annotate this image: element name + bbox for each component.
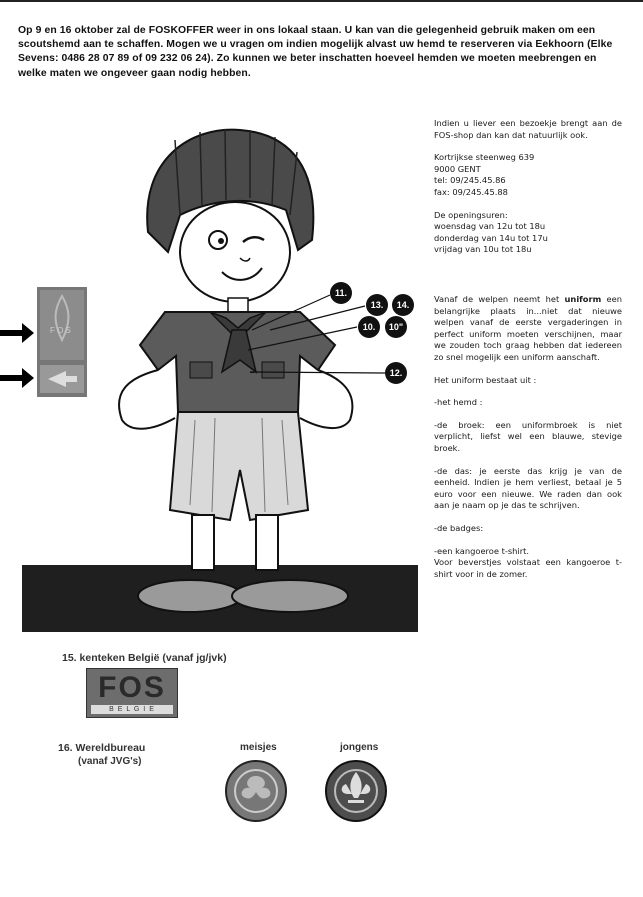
opening-hours-thu: donderdag van 14u tot 17u — [434, 232, 548, 243]
badge-letters: F O S — [50, 326, 71, 335]
uniform-item-scarf: -de das: je eerste das krijg je van de eenheid. Indien je hem verliest, betaal je 5 euro voor een nieuwe. We raden dan ook aan je naam op je das te schrijven. — [434, 465, 622, 511]
fos-lily-badge — [40, 290, 84, 360]
label-girls: meisjes — [240, 742, 277, 753]
shop-fax: fax: 09/245.45.88 — [434, 186, 508, 197]
arrow-right-icon — [0, 368, 34, 388]
shop-visit-text: Indien u liever een bezoekje brengt aan de FOS-shop dan kan dat natuurlijk ook. — [434, 118, 622, 140]
girls-world-badge — [226, 761, 286, 821]
opening-hours-wed: woensdag van 12u tot 18u — [434, 221, 546, 232]
shop-tel: tel: 09/245.45.86 — [434, 175, 506, 186]
boys-world-badge — [326, 761, 386, 821]
callout-13-label: 13. — [370, 300, 384, 310]
shop-street: Kortrijkse steenweg 639 — [434, 152, 535, 163]
fos-badge-letters: FOS — [98, 671, 166, 704]
shop-city: 9000 GENT — [434, 163, 481, 174]
right-arm — [300, 370, 352, 428]
world-badges — [218, 760, 408, 822]
right-pocket — [262, 362, 284, 378]
side-badge-strip — [37, 287, 87, 397]
uniform-consists-title: Het uniform bestaat uit : — [434, 374, 537, 385]
uniform-item-shirt: -het hemd : — [434, 397, 483, 408]
shop-address — [434, 152, 622, 198]
legend-item-16-title: 16. Wereldbureau — [58, 742, 146, 754]
opening-hours — [434, 210, 622, 256]
callout-14-label: 14. — [396, 300, 410, 310]
uniform-item-tshirt: -een kangoeroe t-shirt. Voor beverstjes volstaat een kangoeroe t-shirt voor in de zomer. — [434, 545, 622, 579]
callout-markers — [330, 282, 414, 384]
shop-info — [434, 118, 622, 267]
right-leg — [256, 515, 278, 570]
left-pupil — [218, 238, 224, 244]
fos-belgie-badge — [86, 668, 178, 718]
right-shoe — [232, 580, 348, 612]
uniform-intro-bold: uniform — [564, 294, 602, 304]
uniform-intro-end: een belangrijke plaats in...niet dat nieuwe welpen vanaf de eerste vergaderingen in perfect uniform moeten verschijnen, maar we zouden toch graag hebben dat iedereen zo snel mogelijk een uniform aanschaft. — [434, 294, 623, 362]
left-shoe — [138, 580, 242, 612]
scout-illustration — [0, 105, 430, 635]
uniform-intro-start: Vanaf de welpen neemt het — [434, 294, 565, 304]
callout-12-label: 12. — [389, 368, 403, 378]
arrow-right-icon — [0, 323, 34, 343]
callout-11-label: 11. — [334, 288, 348, 298]
left-eye — [209, 231, 227, 249]
pointer-arrows — [0, 323, 34, 388]
uniform-info — [434, 294, 622, 591]
shorts — [170, 412, 308, 520]
top-rule — [0, 0, 643, 2]
fos-badge-country: B E L G I E — [91, 705, 173, 714]
intro-paragraph: Op 9 en 16 oktober zal de FOSKOFFER weer in ons lokaal staan. U kan van die gelegenheid gebruik maken om een scoutshemd aan te schaffen. Mogen we u vragen om indien mogelijk alvast uw hemd te reserveren via Eekhoorn (Elke Sevens: 0486 28 07 89 of 09 232 06 24). Zo kunnen we beter inschatten hoeveel hemden we moeten meebrengen en welke maten we ongeveer gaan nodig hebben. — [18, 25, 613, 79]
uniform-intro — [434, 294, 622, 364]
legend-item-15: 15. kenteken België (vanaf jg/jvk) — [62, 652, 227, 664]
label-boys: jongens — [340, 742, 379, 753]
left-pocket — [190, 362, 212, 378]
left-arm — [119, 370, 175, 429]
left-leg — [192, 515, 214, 570]
callout-10-label: 10. — [362, 322, 376, 332]
opening-hours-title: De openingsuren: — [434, 209, 508, 220]
uniform-item-badges: -de badges: — [434, 522, 484, 533]
uniform-item-trousers: -de broek: een uniformbroek is niet verplicht, liefst wel een blauwe, stevige broek. — [434, 419, 622, 453]
opening-hours-fri: vrijdag van 10u tot 18u — [434, 244, 532, 255]
callout-10b-label: 10" — [388, 322, 404, 332]
neck — [228, 298, 248, 312]
legend-item-16-sub: (vanaf JVG's) — [78, 756, 142, 767]
face — [180, 202, 290, 302]
